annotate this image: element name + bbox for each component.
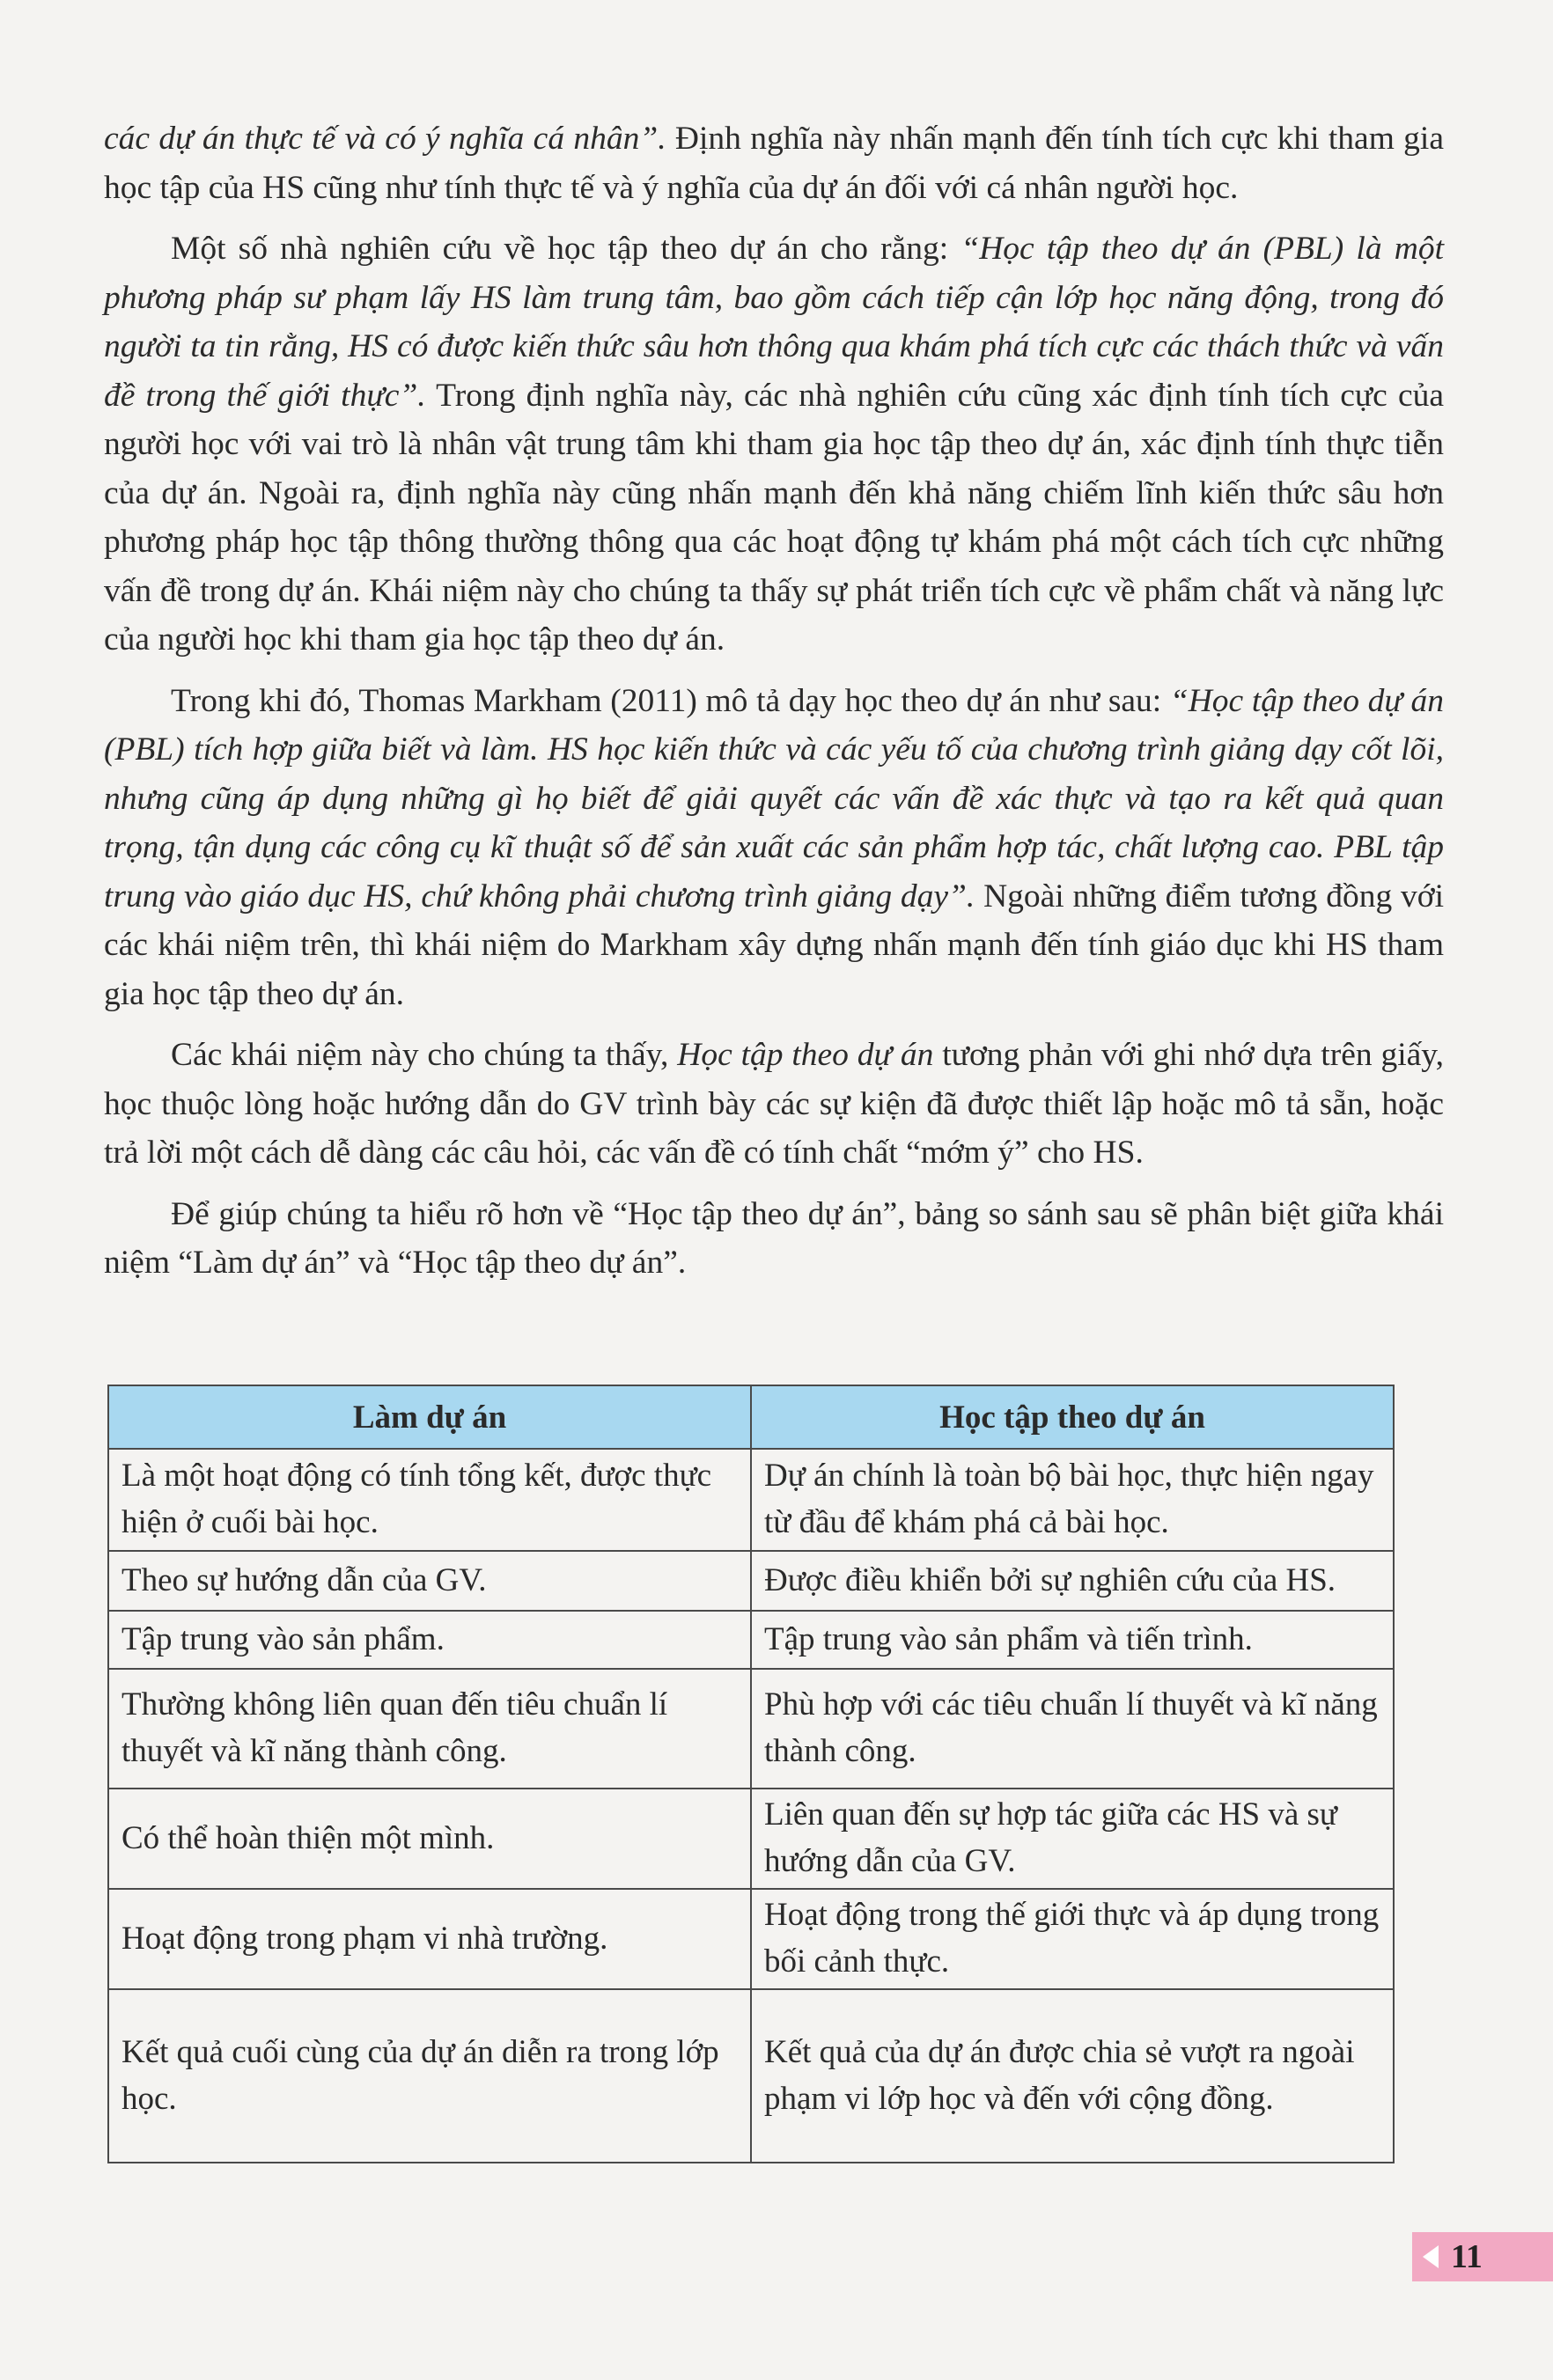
table-cell: Là một hoạt động có tính tổng kết, được thực hiện ở cuối bài học. [108, 1449, 751, 1551]
table-cell: Thường không liên quan đến tiêu chuẩn lí thuyết và kĩ năng thành công. [108, 1669, 751, 1789]
page-number-tab [1412, 2232, 1553, 2281]
paragraph-1: các dự án thực tế và có ý nghĩa cá nhân”. Định nghĩa này nhấn mạnh đến tính tích cực khi tham gia học tập của HS cũng như tính thực tế và ý nghĩa của dự án đối với cá nhân người học. [104, 121, 1444, 206]
table-cell: Kết quả của dự án được chia sẻ vượt ra ngoài phạm vi lớp học và đến với cộng đồng. [751, 1989, 1394, 2163]
table-row [108, 1989, 1394, 2163]
quote-researchers: “Học tập theo dự án (PBL) là một phương pháp sư phạm lấy HS làm trung tâm, bao gồm cách tiếp cận lớp học năng động, trong đó người ta tin rằng, HS có được kiến thức sâu hơn thông qua khám phá tích cực các thách thức và vấn đề trong thế giới thực”. [104, 231, 1444, 414]
table-cell: Được điều khiển bởi sự nghiên cứu của HS. [751, 1551, 1394, 1611]
table-cell: Dự án chính là toàn bộ bài học, thực hiện ngay từ đầu để khám phá cả bài học. [751, 1449, 1394, 1551]
paragraph-3: Trong khi đó, Thomas Markham (2011) mô tả dạy học theo dự án như sau: “Học tập theo dự án (PBL) tích hợp giữa biết và làm. HS học kiến thức và các yếu tố của chương trình giảng dạy cốt lõi, nhưng cũng áp dụng những gì họ biết để giải quyết các vấn đề xác thực và tạo ra kết quả quan trọng, tận dụng các công cụ kĩ thuật số để sản xuất các sản phẩm hợp tác, chất lượng cao. PBL tập trung vào giáo dục HS, chứ không phải chương trình giảng dạy”. Ngoài những điểm tương đồng với các khái niệm trên, thì khái niệm do Markham xây dựng nhấn mạnh đến tính giáo dục khi HS tham gia học tập theo dự án. [104, 682, 1444, 1012]
paragraph-2: Một số nhà nghiên cứu về học tập theo dự án cho rằng: “Học tập theo dự án (PBL) là một phương pháp sư phạm lấy HS làm trung tâm, bao gồm cách tiếp cận lớp học năng động, trong đó người ta tin rằng, HS có được kiến thức sâu hơn thông qua khám phá tích cực các thách thức và vấn đề trong thế giới thực”. Trong định nghĩa này, các nhà nghiên cứu cũng xác định tính tích cực của người học với vai trò là nhân vật trung tâm khi tham gia học tập theo dự án, xác định tính thực tiễn của dự án. Ngoài ra, định nghĩa này cũng nhấn mạnh đến khả năng chiếm lĩnh kiến thức sâu hơn phương pháp học tập thông thường thông qua các hoạt động tự khám phá một cách tích cực những vấn đề trong dự án. Khái niệm này cho chúng ta thấy sự phát triển tích cực về phẩm chất và năng lực của người học khi tham gia học tập theo dự án. [104, 231, 1444, 657]
table-cell: Tập trung vào sản phẩm và tiến trình. [751, 1611, 1394, 1669]
comparison-table [107, 1385, 1395, 2163]
table-cell: Theo sự hướng dẫn của GV. [108, 1551, 751, 1611]
table-header-row [108, 1385, 1394, 1449]
header-lam-du-an: Làm dự án [108, 1385, 751, 1449]
table-cell: Tập trung vào sản phẩm. [108, 1611, 751, 1669]
table-row [108, 1789, 1394, 1889]
table-cell: Có thể hoàn thiện một mình. [108, 1789, 751, 1889]
table-cell: Hoạt động trong thế giới thực và áp dụng trong bối cảnh thực. [751, 1889, 1394, 1989]
table-row [108, 1669, 1394, 1789]
table-cell: Liên quan đến sự hợp tác giữa các HS và sự hướng dẫn của GV. [751, 1789, 1394, 1889]
table-cell: Hoạt động trong phạm vi nhà trường. [108, 1889, 751, 1989]
quote-markham: “Học tập theo dự án (PBL) tích hợp giữa biết và làm. HS học kiến thức và các yếu tố của chương trình giảng dạy cốt lõi, nhưng cũng áp dụng những gì họ biết để giải quyết các vấn đề xác thực và tạo ra kết quả quan trọng, tận dụng các công cụ kĩ thuật số để sản xuất các sản phẩm hợp tác, chất lượng cao. PBL tập trung vào giáo dục HS, chứ không phải chương trình giảng dạy”. [104, 682, 1444, 915]
table-row [108, 1551, 1394, 1611]
header-hoc-tap-theo-du-an: Học tập theo dự án [751, 1385, 1394, 1449]
quote-continuation: các dự án thực tế và có ý nghĩa cá nhân”. [104, 121, 666, 157]
term-pbl: Học tập theo dự án [677, 1037, 934, 1073]
table-cell: Phù hợp với các tiêu chuẩn lí thuyết và kĩ năng thành công. [751, 1669, 1394, 1789]
table-row [108, 1449, 1394, 1551]
table-row [108, 1611, 1394, 1669]
paragraph-5: Để giúp chúng ta hiểu rõ hơn về “Học tập theo dự án”, bảng so sánh sau sẽ phân biệt giữa khái niệm “Làm dự án” và “Học tập theo dự án”. [104, 1195, 1444, 1281]
page-number: 11 [1451, 2238, 1483, 2275]
body-text [104, 114, 1444, 1300]
paragraph-4: Các khái niệm này cho chúng ta thấy, Học tập theo dự án tương phản với ghi nhớ dựa trên giấy, học thuộc lòng hoặc hướng dẫn do GV trình bày các sự kiện đã được thiết lập hoặc mô tả sẵn, hoặc trả lời một cách dễ dàng các câu hỏi, các vấn đề có tính chất “mớm ý” cho HS. [104, 1037, 1444, 1171]
triangle-left-icon [1423, 2245, 1439, 2268]
table-cell: Kết quả cuối cùng của dự án diễn ra trong lớp học. [108, 1989, 751, 2163]
table-row [108, 1889, 1394, 1989]
